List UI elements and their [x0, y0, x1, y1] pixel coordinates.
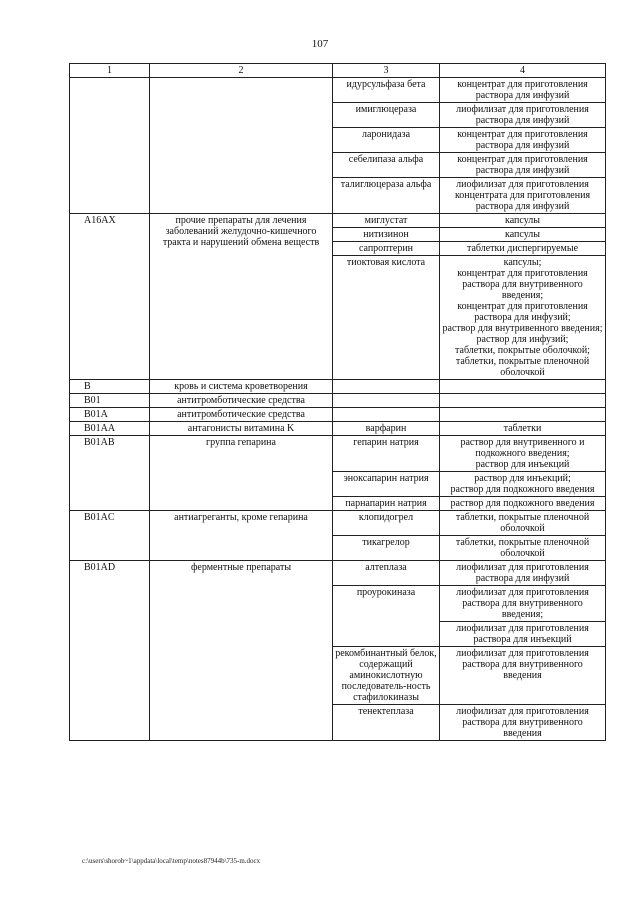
drug-cell: проурокиназа — [333, 586, 440, 647]
header-col-4: 4 — [440, 64, 606, 78]
group-cell: антитромботические средства — [150, 394, 333, 408]
header-col-2: 2 — [150, 64, 333, 78]
form-cell: лиофилизат для приготовления раствора для инфузий — [440, 561, 606, 586]
drug-cell: тиоктовая кислота — [333, 256, 440, 380]
group-cell — [150, 78, 333, 214]
table-row — [70, 214, 606, 228]
drug-cell: нитизинон — [333, 228, 440, 242]
form-cell: раствор для подкожного введения — [440, 497, 606, 511]
group-cell: прочие препараты для лечения заболеваний желудочно-кишечного тракта и нарушений обмена веществ — [150, 214, 333, 380]
drug-cell: имиглюцераза — [333, 103, 440, 128]
header-col-1: 1 — [70, 64, 150, 78]
code-cell: B01 — [70, 394, 150, 408]
drug-cell: гепарин натрия — [333, 436, 440, 472]
form-cell: лиофилизат для приготовления раствора для внутривенного введения — [440, 705, 606, 741]
drug-cell: ларонидаза — [333, 128, 440, 153]
code-cell: A16AX — [70, 214, 150, 380]
drug-cell: парнапарин натрия — [333, 497, 440, 511]
form-cell: концентрат для приготовления раствора для инфузий — [440, 128, 606, 153]
form-cell — [440, 408, 606, 422]
drug-cell: тенектеплаза — [333, 705, 440, 741]
form-cell: раствор для инъекций; раствор для подкожного введения — [440, 472, 606, 497]
code-cell: B01AB — [70, 436, 150, 511]
group-cell: антагонисты витамина K — [150, 422, 333, 436]
form-cell: концентрат для приготовления раствора для инфузий — [440, 78, 606, 103]
table-row — [70, 380, 606, 394]
group-cell: антитромботические средства — [150, 408, 333, 422]
drug-cell: клопидогрел — [333, 511, 440, 536]
form-cell — [440, 394, 606, 408]
table-row — [70, 78, 606, 103]
form-cell — [440, 380, 606, 394]
drug-cell: миглустат — [333, 214, 440, 228]
form-cell: капсулы — [440, 214, 606, 228]
code-cell — [70, 78, 150, 214]
table-row — [70, 561, 606, 586]
form-cell: лиофилизат для приготовления раствора для внутривенного введения; — [440, 586, 606, 622]
form-cell: капсулы — [440, 228, 606, 242]
group-cell: группа гепарина — [150, 436, 333, 511]
form-cell: капсулы; концентрат для приготовления раствора для внутривенного введения; концентрат для приготовления раствора для инфузий; раствор для внутривенного введения; раствор для инфузий; таблетки, покрытые оболочкой; таблетки, покрытые пленочной оболочкой — [440, 256, 606, 380]
drug-cell — [333, 380, 440, 394]
form-cell: лиофилизат для приготовления раствора для инфузий — [440, 103, 606, 128]
drug-cell: алтеплаза — [333, 561, 440, 586]
code-cell: B01AA — [70, 422, 150, 436]
drug-cell: тикагрелор — [333, 536, 440, 561]
group-cell: антиагреганты, кроме гепарина — [150, 511, 333, 561]
drug-cell: варфарин — [333, 422, 440, 436]
drug-cell: талиглюцераза альфа — [333, 178, 440, 214]
group-cell: кровь и система кроветворения — [150, 380, 333, 394]
table-row — [70, 436, 606, 472]
code-cell: B — [70, 380, 150, 394]
code-cell: B01A — [70, 408, 150, 422]
form-cell: таблетки, покрытые пленочной оболочкой — [440, 511, 606, 536]
drug-cell — [333, 408, 440, 422]
form-cell: концентрат для приготовления раствора для инфузий — [440, 153, 606, 178]
drug-cell: рекомбинантный белок, содержащий аминокислотную последователь-ность стафилокиназы — [333, 647, 440, 705]
drug-cell: сапроптерин — [333, 242, 440, 256]
page-number: 107 — [311, 38, 329, 50]
form-cell: таблетки — [440, 422, 606, 436]
drug-table — [69, 63, 606, 741]
table-row — [70, 408, 606, 422]
code-cell: B01AD — [70, 561, 150, 741]
form-cell: таблетки диспергируемые — [440, 242, 606, 256]
form-cell: раствор для внутривенного и подкожного введения; раствор для инъекций — [440, 436, 606, 472]
drug-cell — [333, 394, 440, 408]
table-row — [70, 422, 606, 436]
footer-file-path: c:\users\shorob~1\appdata\local\temp\notes87944b\735-m.docx — [82, 857, 261, 865]
form-cell: лиофилизат для приготовления концентрата для приготовления раствора для инфузий — [440, 178, 606, 214]
form-cell: таблетки, покрытые пленочной оболочкой — [440, 536, 606, 561]
drug-cell: эноксапарин натрия — [333, 472, 440, 497]
form-cell: лиофилизат для приготовления раствора для инъекций — [440, 622, 606, 647]
drug-cell: себелипаза альфа — [333, 153, 440, 178]
drug-cell: идурсульфаза бета — [333, 78, 440, 103]
table-row — [70, 394, 606, 408]
group-cell: ферментные препараты — [150, 561, 333, 741]
form-cell: лиофилизат для приготовления раствора для внутривенного введения — [440, 647, 606, 705]
table-header-row — [70, 64, 606, 78]
header-col-3: 3 — [333, 64, 440, 78]
table-row — [70, 511, 606, 536]
code-cell: B01AC — [70, 511, 150, 561]
